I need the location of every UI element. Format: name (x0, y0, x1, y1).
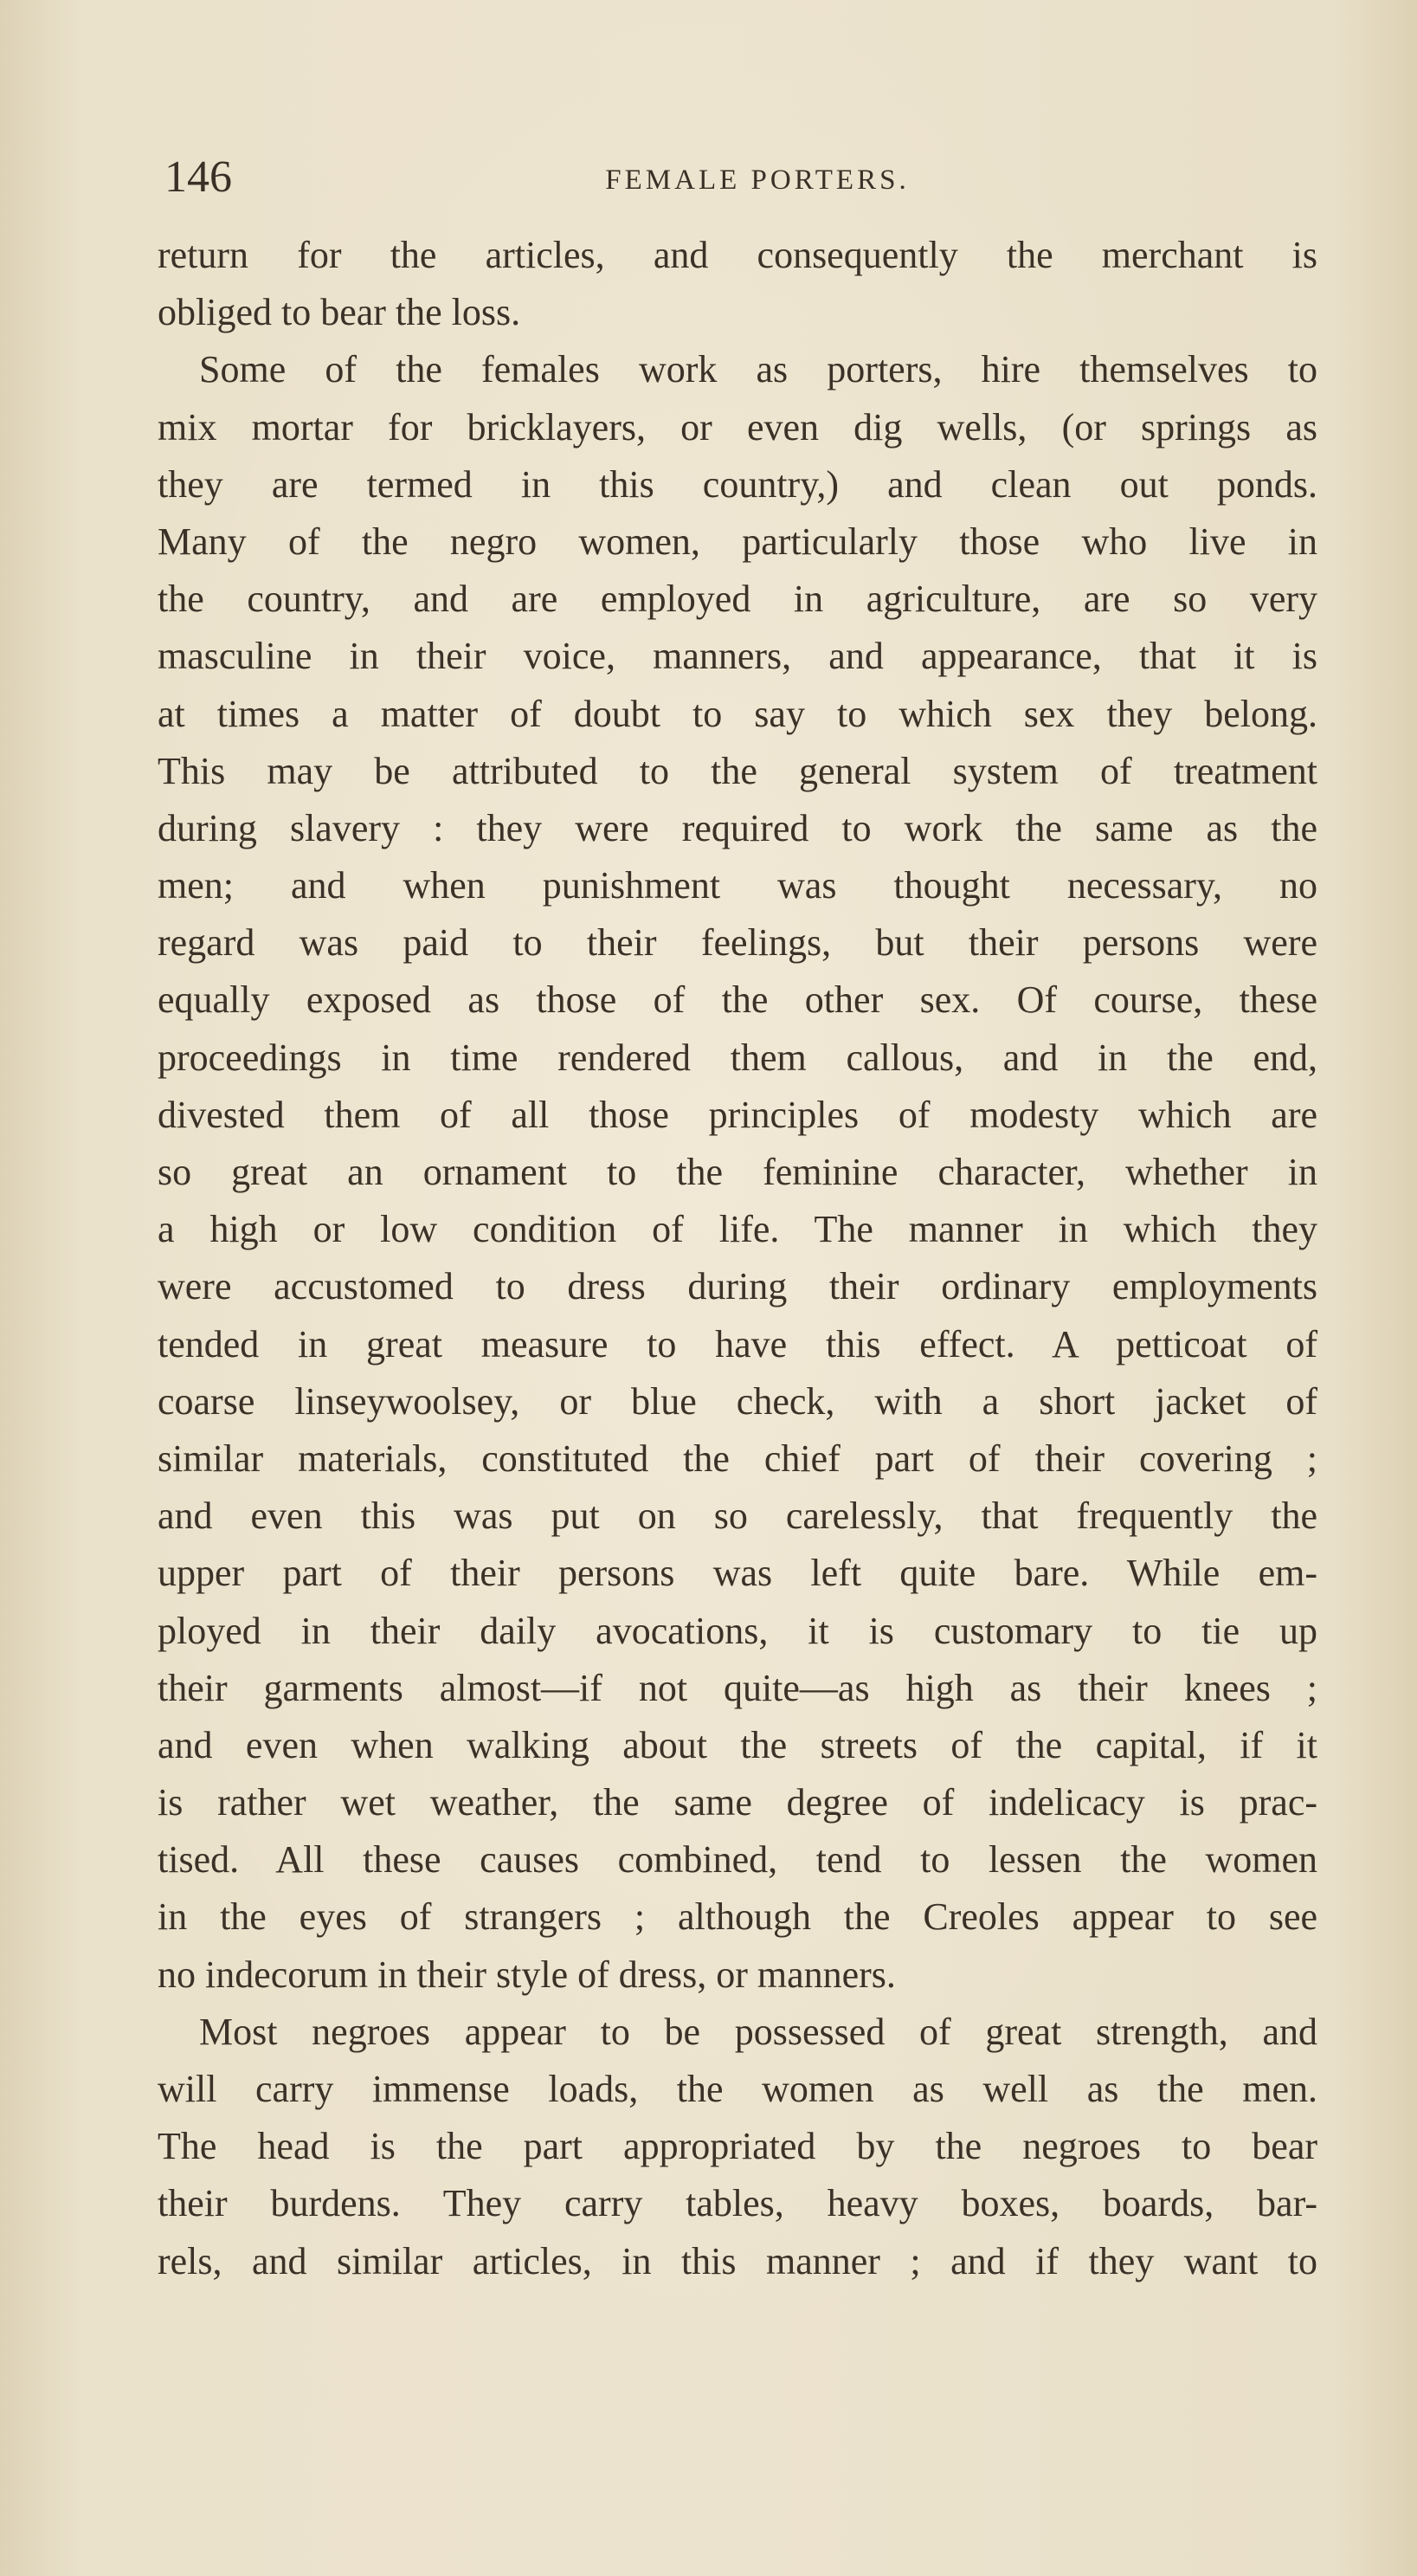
page-header (164, 147, 1316, 208)
text-line: and even this was put on so carelessly, that frequently the (158, 1495, 1317, 1538)
text-line: This may be attributed to the general system of treatment (158, 749, 1317, 792)
text-line: tended in great measure to have this effect. A petticoat of (158, 1322, 1317, 1365)
text-line: return for the articles, and consequently the merchant is (158, 234, 1317, 276)
text-line: were accustomed to dress during their ordinary employments (158, 1265, 1317, 1308)
text-line: their burdens. They carry tables, heavy boxes, boards, bar- (158, 2182, 1317, 2225)
text-line: will carry immense loads, the women as well as the men. (158, 2068, 1317, 2110)
running-head: FEMALE PORTERS. (605, 165, 910, 196)
text-line: Some of the females work as porters, hire themselves to (199, 348, 1317, 391)
body-text (158, 227, 1317, 2290)
text-line: obliged to bear the loss. (158, 291, 521, 334)
text-line: so great an ornament to the feminine character, whether in (158, 1151, 1317, 1193)
text-line: rels, and similar articles, in this manner ; and if they want to (158, 2239, 1317, 2282)
text-line: and even when walking about the streets of the capital, if it (158, 1723, 1317, 1766)
text-line: The head is the part appropriated by the negroes to bear (158, 2125, 1317, 2168)
text-line: divested them of all those principles of modesty which are (158, 1093, 1317, 1136)
text-line: in the eyes of strangers ; although the Creoles appear to see (158, 1895, 1317, 1939)
text-line: a high or low condition of life. The manner in which they (158, 1208, 1317, 1251)
text-line: Many of the negro women, particularly those who live in (158, 520, 1317, 563)
text-line: Most negroes appear to be possessed of great strength, and (199, 2010, 1317, 2053)
text-line: the country, and are employed in agriculture, are so very (158, 578, 1317, 621)
text-line: proceedings in time rendered them callous, and in the end, (158, 1036, 1317, 1079)
text-line: coarse linseywoolsey, or blue check, with a short jacket of (158, 1379, 1317, 1423)
text-line: during slavery : they were required to work the same as the (158, 806, 1317, 849)
text-line: men; and when punishment was thought necessary, no (158, 864, 1317, 907)
text-line: ployed in their daily avocations, it is customary to tie up (158, 1609, 1317, 1652)
text-line: similar materials, constituted the chief part of their covering ; (158, 1436, 1317, 1480)
page-number: 146 (164, 152, 232, 202)
text-line: upper part of their persons was left quite bare. While em- (158, 1552, 1317, 1595)
text-line: no indecorum in their style of dress, or manners. (158, 1953, 896, 1996)
text-line: their garments almost—if not quite—as high as their knees ; (158, 1666, 1317, 1709)
text-line: is rather wet weather, the same degree of indelicacy is prac- (158, 1781, 1317, 1824)
text-line: mix mortar for bricklayers, or even dig wells, (or springs as (158, 405, 1317, 449)
text-line: masculine in their voice, manners, and appearance, that it is (158, 635, 1317, 678)
text-line: equally exposed as those of the other sex. Of course, these (158, 978, 1317, 1022)
text-line: at times a matter of doubt to say to which sex they belong. (158, 692, 1317, 735)
text-line: regard was paid to their feelings, but their persons were (158, 921, 1317, 965)
text-line: tised. All these causes combined, tend to lessen the women (158, 1838, 1317, 1882)
text-line: they are termed in this country,) and clean out ponds. (158, 462, 1317, 506)
